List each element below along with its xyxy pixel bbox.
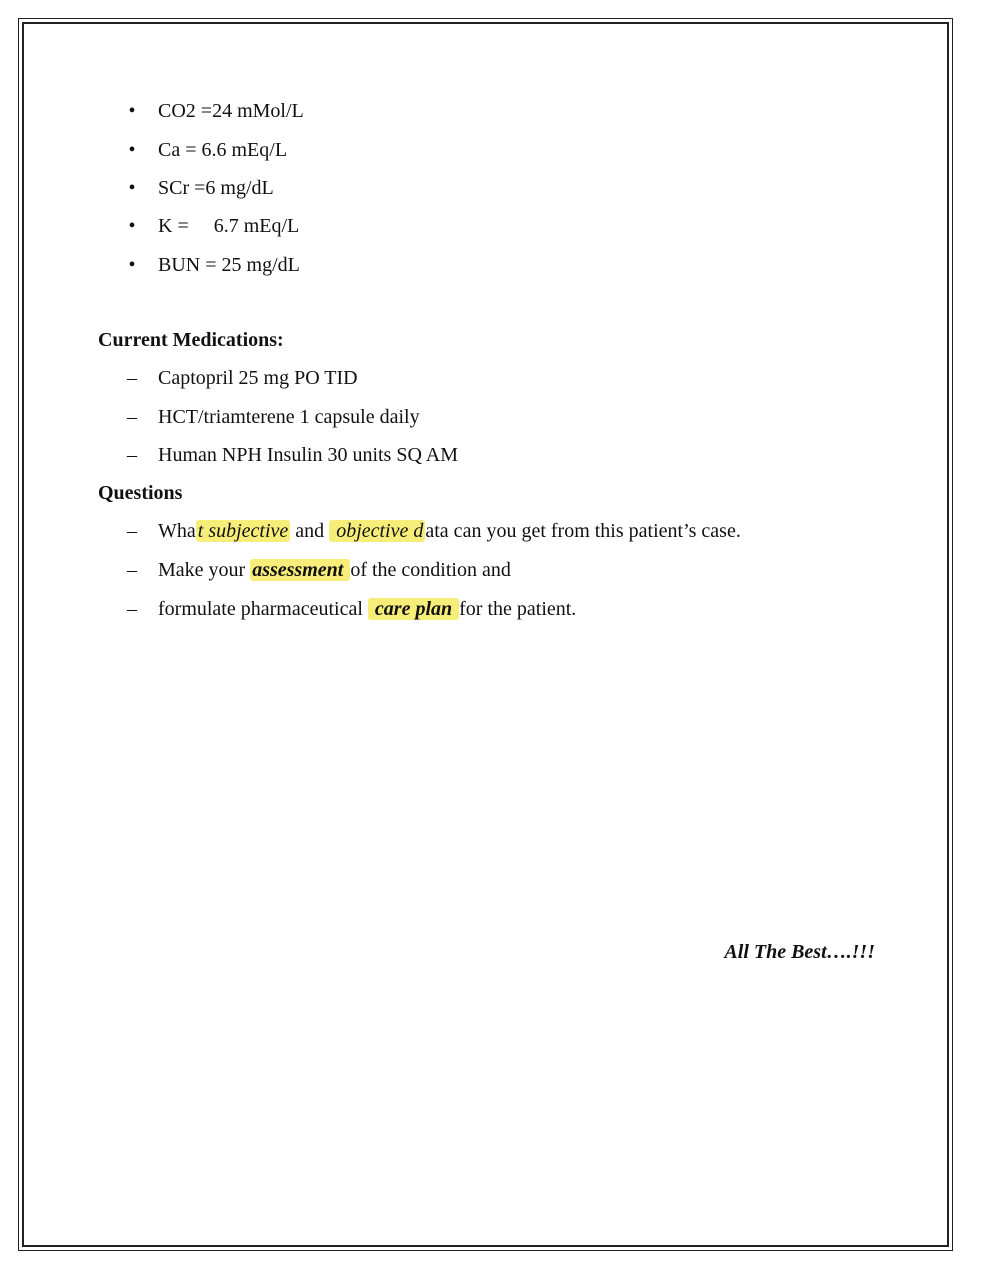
question-1-pre: Wha xyxy=(158,520,196,542)
dash-icon: – xyxy=(127,520,137,542)
bullet-icon: • xyxy=(128,215,136,237)
bullet-icon: • xyxy=(128,139,136,161)
lab-ca: Ca = 6.6 mEq/L xyxy=(158,139,288,161)
question-3 xyxy=(158,597,576,621)
bullet-icon: • xyxy=(128,177,136,199)
lab-scr: SCr =6 mg/dL xyxy=(158,177,274,199)
medications-heading: Current Medications: xyxy=(98,329,284,351)
question-1 xyxy=(158,519,741,543)
sign-off: All The Best….!!! xyxy=(724,941,875,963)
dash-icon: – xyxy=(127,444,137,466)
medication-item: Captopril 25 mg PO TID xyxy=(158,367,358,389)
question-2-post: of the condition and xyxy=(350,559,511,581)
lab-k: K = 6.7 mEq/L xyxy=(158,215,300,237)
question-3-pre: formulate pharmaceutical xyxy=(158,598,368,620)
medication-item: Human NPH Insulin 30 units SQ AM xyxy=(158,444,459,466)
bullet-icon: • xyxy=(128,254,136,276)
question-3-post: for the patient. xyxy=(459,598,577,620)
dash-icon: – xyxy=(127,598,137,620)
question-2 xyxy=(158,558,511,582)
highlight-subjective: t subjective xyxy=(197,520,289,542)
highlight-objective: objective d xyxy=(331,520,424,542)
highlight-care-plan: care plan xyxy=(369,598,458,620)
question-2-pre: Make your xyxy=(158,559,251,581)
question-1-mid: and xyxy=(290,520,330,542)
dash-icon: – xyxy=(127,406,137,428)
lab-bun: BUN = 25 mg/dL xyxy=(158,254,300,276)
dash-icon: – xyxy=(127,559,137,581)
question-1-post: ata can you get from this patient’s case. xyxy=(425,520,741,542)
questions-heading: Questions xyxy=(98,482,183,504)
bullet-icon: • xyxy=(128,100,136,122)
dash-icon: – xyxy=(127,367,137,389)
lab-co2: CO2 =24 mMol/L xyxy=(158,100,304,122)
highlight-assessment: assessment xyxy=(252,559,349,581)
medication-item: HCT/triamterene 1 capsule daily xyxy=(158,406,420,428)
